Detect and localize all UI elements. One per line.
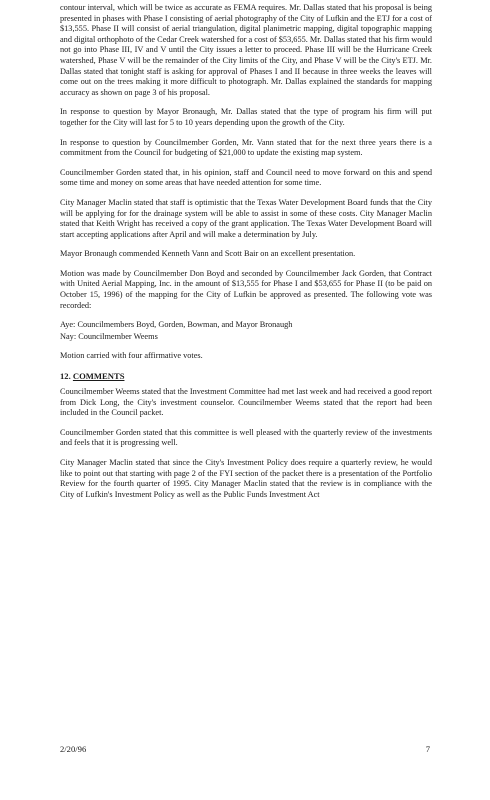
motion-result: Motion carried with four affirmative votes. bbox=[60, 351, 203, 361]
body-paragraph-3: In response to question by Councilmember Gorden, Mr. Vann stated that for the next three years there is a commitment from the Council for budgeting of $21,000 to update the existing map system. bbox=[60, 137, 432, 158]
body-paragraph-2: In response to question by Mayor Bronaugh, Mr. Dallas stated that the type of program his firm will put together for the City will last for 5 to 10 years depending upon the growth of the City. bbox=[60, 107, 432, 127]
motion-paragraph: Motion was made by Councilmember Don Boyd and seconded by Councilmember Jack Gorden, that Contract with United Aerial Mapping, Inc. in the amount of $13,555 for Phase I and $53,655 for Phase II (to be paid on October 15, 1996) of the mapping for the City of Lufkin be approved as presented. The following vote was recorded: bbox=[60, 268, 432, 310]
comment-paragraph-2: Councilmember Gorden stated that this committee is well pleased with the quarterly review of the investments and feels that it is progressing well. bbox=[60, 427, 432, 448]
body-paragraph-1: contour interval, which will be twice as accurate as FEMA requires. Mr. Dallas stated that his proposal is being presented in phases with Phase I consisting of aerial photography of the City of Lufkin and the ETJ for a cost of $13,555. Phase II will consist of aerial triangulation, digital planimetric mapping, digital topographic mapping and digital orthophoto of the Cedar Creek watershed for a cost of $53,655. Mr. Dallas stated that his firm would not go into Phase III, IV and V until the City issues a letter to proceed. Phase III will be the Hurricane Creek watershed, Phase V will be the remainder of the City limits of the City, and Phase V will be the City's ETJ. Mr. Dallas stated that tonight staff is asking for approval of Phases I and II because in three weeks the leaves will come out on the trees making it more difficult to photograph. Mr. Dallas explained the standards for mapping accuracy as shown on page 3 of his proposal. bbox=[60, 3, 432, 97]
page-footer bbox=[60, 744, 430, 754]
comment-paragraph-1: Councilmember Weems stated that the Investment Committee had met last week and had received a good report from Dick Long, the City's investment counselor. Councilmember Weems stated that the report had been included in the Council packet. bbox=[60, 387, 432, 418]
section-number: 12. bbox=[60, 371, 71, 382]
body-paragraph-6: Mayor Bronaugh commended Kenneth Vann and Scott Bair on an excellent presentation. bbox=[60, 249, 356, 259]
body-paragraph-5: City Manager Maclin stated that staff is optimistic that the Texas Water Development Board funds that the City will be applying for for the drainage system will be able to assist in some of these costs. City Manager Maclin stated that Keith Wright has received a copy of the grant application. The Texas Water Development Board will start accepting applications after April and will make a determination by July. bbox=[60, 197, 432, 239]
body-paragraph-4: Councilmember Gorden stated that, in his opinion, staff and Council need to move forward on this and spend some time and money on some areas that have needed attention for some time. bbox=[60, 167, 432, 188]
page-number: 7 bbox=[425, 744, 430, 754]
vote-nays: Nay: Councilmember Weems bbox=[60, 331, 158, 341]
comment-paragraph-3: City Manager Maclin stated that since the City's Investment Policy does require a quarterly review, he would like to point out that starting with page 2 of the FYI section of the packet there is a presentation of the Portfolio Review for the fourth quarter of 1995. City Manager Maclin stated that the review is in compliance with the City of Lufkin's Investment Policy as well as the Public Funds Investment Act bbox=[60, 458, 432, 499]
section-heading bbox=[60, 371, 432, 381]
section-title: COMMENTS bbox=[72, 371, 125, 382]
vote-ayes: Aye: Councilmembers Boyd, Gorden, Bowman, and Mayor Bronaugh bbox=[60, 320, 293, 330]
footer-date: 2/20/96 bbox=[60, 744, 87, 754]
